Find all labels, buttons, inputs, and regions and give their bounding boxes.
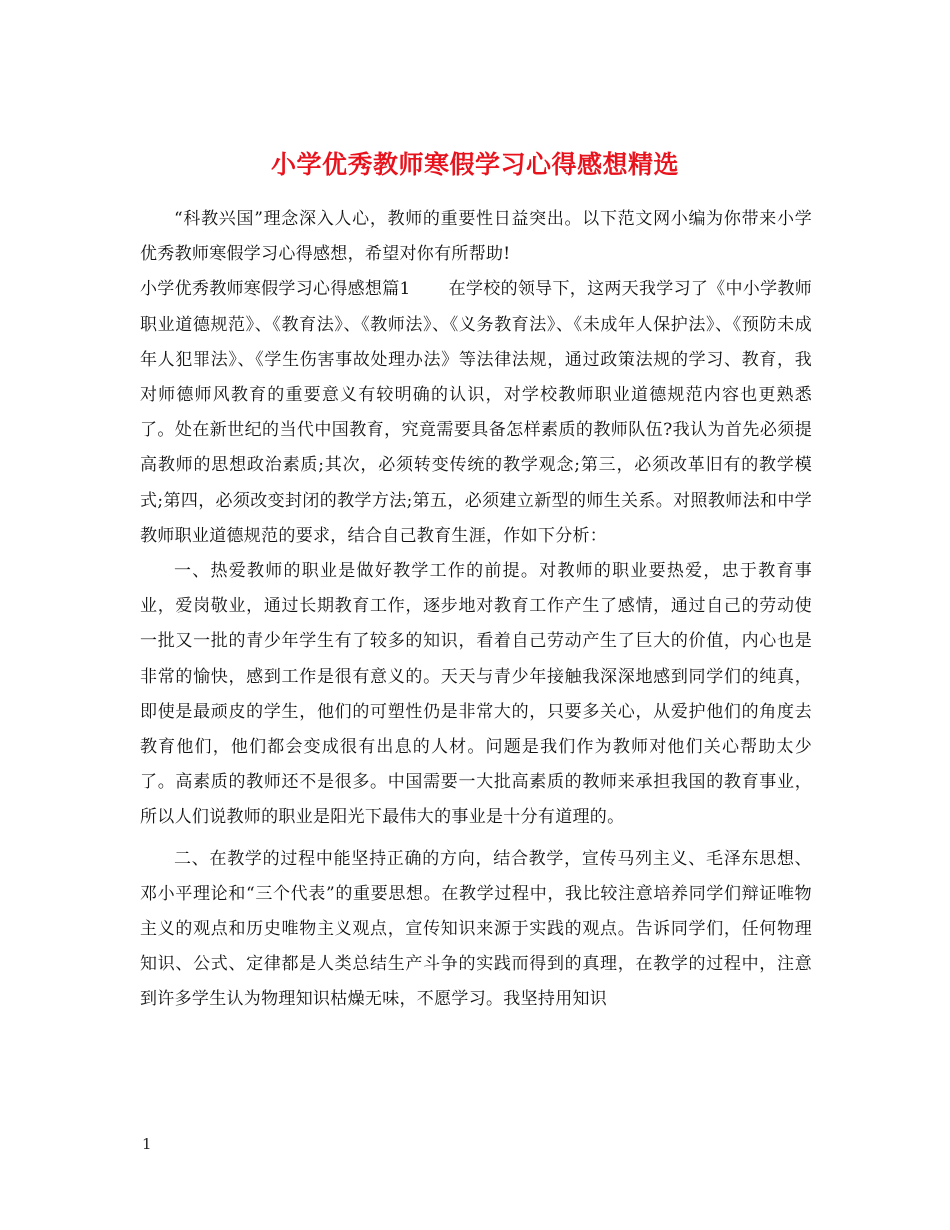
section-paragraph: [140, 272, 812, 554]
document-title: 小学优秀教师寒假学习心得感想精选: [270, 149, 679, 179]
section-heading: 小学优秀教师寒假学习心得感想篇1: [140, 279, 411, 300]
intro-paragraph: “科教兴国”理念深入人心，教师的重要性日益突出。以下范文网小编为你带来小学优秀教师寒假学习心得感想，希望对你有所帮助!: [140, 209, 812, 265]
page-number: 1: [142, 1135, 152, 1153]
document-body: [140, 202, 812, 1018]
point-two-paragraph: 二、在教学的过程中能坚持正确的方向，结合教学，宣传马列主义、毛泽东思想、邓小平理论和“三个代表”的重要思想。在教学过程中，我比较注意培养同学们辩证唯物主义的观点和历史唯物主义观点，宣传知识来源于实践的观点。告诉同学们，任何物理知识、公式、定律都是人类总结生产斗争的实践而得到的真理，在教学的过程中，注意到许多学生认为物理知识枯燥无味，不愿学习。我坚持用知识: [140, 848, 812, 1010]
point-one-paragraph: 一、热爱教师的职业是做好教学工作的前提。对教师的职业要热爱，忠于教育事业，爱岗敬业，通过长期教育工作，逐步地对教育工作产生了感情，通过自己的劳动使一批又一批的青少年学生有了较多的知识，看着自己劳动产生了巨大的价值，内心也是非常的愉快，感到工作是很有意义的。天天与青少年接触我深深地感到同学们的纯真，即使是最顽皮的学生，他们的可塑性仍是非常大的，只要多关心，从爱护他们的角度去教育他们，他们都会变成很有出息的人材。问题是我们作为教师对他们关心帮助太少了。高素质的教师还不是很多。中国需要一大批高素质的教师来承担我国的教育事业，所以人们说教师的职业是阳光下最伟大的事业是十分有道理的。: [140, 561, 812, 828]
section-body-text: 在学校的领导下，这两天我学习了《中小学教师职业道德规范》、《教育法》、《教师法》、《义务教育法》、《未成年人保护法》、《预防未成年人犯罪法》、《学生伤害事故处理办法》等法律法规，通过政策法规的学习、教育，我对师德师风教育的重要意义有较明确的认识，对学校教师职业道德规范内容也更熟悉了。处在新世纪的当代中国教育，究竟需要具备怎样素质的教师队伍?我认为首先必须提高教师的思想政治素质;其次，必须转变传统的教学观念;第三，必须改革旧有的教学模式;第四，必须改变封闭的教学方法;第五，必须建立新型的师生关系。对照教师法和中学教师职业道德规范的要求，结合自己教育生涯，作如下分析：: [140, 279, 812, 546]
